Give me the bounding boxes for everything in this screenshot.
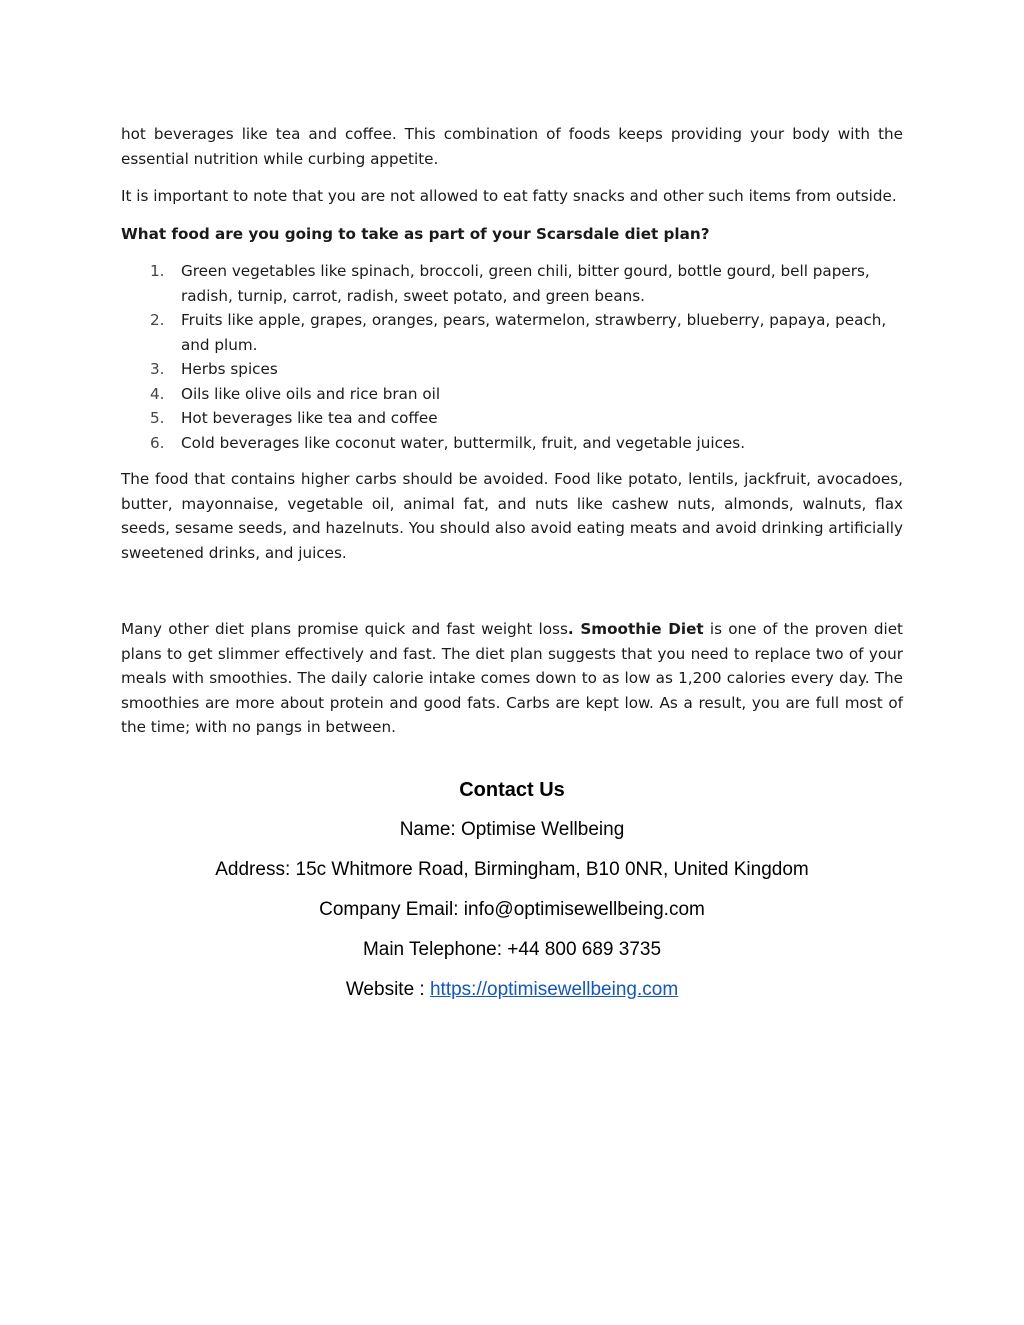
document-body [121, 122, 903, 740]
contact-website [121, 974, 903, 1006]
contact-phone: Main Telephone: +44 800 689 3735 [362, 939, 662, 960]
list-item-text: Oils like olive oils and rice bran oil [181, 384, 441, 403]
website-label: Website : [345, 979, 430, 1000]
contact-title: Contact Us [459, 779, 565, 801]
contact-address: Address: 15c Whitmore Road, Birmingham, B10 0NR, United Kingdom [215, 859, 809, 880]
paragraph-fatty-snacks: It is important to note that you are not allowed to eat fatty snacks and other such items from outside. [121, 187, 897, 205]
list-item [121, 382, 903, 407]
contact-section [121, 774, 903, 1014]
contact-email: Company Email: info@optimisewellbeing.com [319, 899, 705, 920]
list-number: 3. [150, 360, 165, 378]
list-number: 4. [150, 384, 165, 403]
list-item-text: Green vegetables like spinach, broccoli, green chili, bitter gourd, bottle gourd, bell papers, radish, turnip, carrot, radish, sweet potato, and green beans. [181, 262, 870, 305]
list-item [121, 406, 903, 431]
smoothie-text-end: is one of the proven diet plans to get slimmer effectively and fast. The diet plan suggests that you need to replace two of your meals with smoothies. The daily calorie intake comes down to as low as 1,200 calories every day. The smoothies are more about protein and good fats. Carbs are kept low. As a result, you are full most of the time; with no pangs in between. [121, 620, 903, 736]
list-item-text: Herbs spices [181, 360, 278, 378]
list-item [121, 259, 903, 308]
list-item-text: Hot beverages like tea and coffee [181, 409, 438, 427]
list-item [121, 431, 903, 456]
list-item-text: Cold beverages like coconut water, buttermilk, fruit, and vegetable juices. [181, 433, 746, 452]
list-number: 2. [150, 311, 165, 329]
list-item [121, 357, 903, 382]
list-number: 5. [150, 409, 165, 427]
paragraph-avoid-carbs: The food that contains higher carbs should be avoided. Food like potato, lentils, jackfruit, avocadoes, butter, mayonnaise, vegetable oil, animal fat, and nuts like cashew nuts, almonds, walnuts, flax seeds, sesame seeds, and hazelnuts. You should also avoid eating meats and avoid drinking artificially sweetened drinks, and juices. [121, 470, 903, 562]
list-number: 1. [150, 262, 165, 280]
contact-name: Name: Optimise Wellbeing [399, 819, 625, 840]
smoothie-text-start: Many other diet plans promise quick and fast weight loss [121, 620, 568, 638]
food-list [121, 259, 903, 455]
list-item [121, 308, 903, 357]
website-link[interactable]: https://optimisewellbeing.com [429, 979, 679, 1000]
smoothie-diet-bold: . Smoothie Diet [567, 620, 704, 638]
paragraph-hot-beverages: hot beverages like tea and coffee. This combination of foods keeps providing your body with the essential nutrition while curbing appetite. [121, 125, 903, 168]
list-number: 6. [150, 433, 165, 452]
section-heading: What food are you going to take as part of your Scarsdale diet plan? [121, 224, 710, 243]
paragraph-smoothie-diet [121, 617, 903, 740]
list-item-text: Fruits like apple, grapes, oranges, pears, watermelon, strawberry, blueberry, papaya, peach, and plum. [181, 311, 887, 354]
